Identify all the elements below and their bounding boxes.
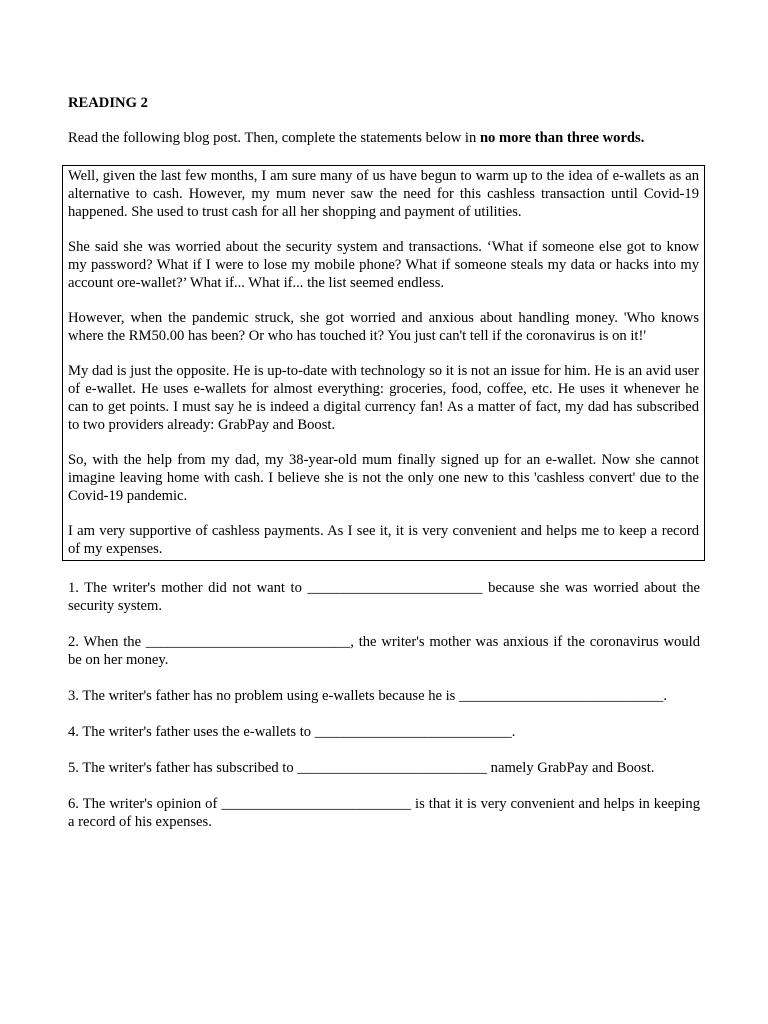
instruction-text [68, 129, 708, 147]
question-2: 2. When the ____________________________, the writer's mother was anxious if the coronavirus would be on her money. [68, 634, 700, 668]
blog-post-box [62, 165, 705, 561]
instruction-body: Read the following blog post. Then, complete the statements below in [68, 130, 480, 146]
passage-paragraph-2: She said she was worried about the security system and transactions. ‘What if someone else got to know my password? What if I were to lose my mobile phone? What if someone steals my data or hacks into my account ore-wallet?’ What if... What if... the list seemed endless. [68, 239, 699, 291]
passage-paragraph-1: Well, given the last few months, I am sure many of us have begun to warm up to the idea of e-wallets as an alternative to cash. However, my mum never saw the need for this cashless transaction until Covid-19 happened. She used to trust cash for all her shopping and payment of utilities. [68, 168, 699, 220]
instruction-emphasis: no more than three words. [479, 130, 645, 146]
passage-paragraph-5: So, with the help from my dad, my 38-year-old mum finally signed up for an e-wallet. Now she cannot imagine leaving home with cash. I believe she is not the only one new to this 'cashless convert' due to the Covid-19 pandemic. [68, 452, 699, 504]
passage-paragraph-6: I am very supportive of cashless payments. As I see it, it is very convenient and helps me to keep a record of my expenses. [68, 523, 699, 557]
passage-paragraph-3: However, when the pandemic struck, she got worried and anxious about handling money. 'Who knows where the RM50.00 has been? Or who has touched it? You just can't tell if the coronavirus is on it!' [68, 310, 699, 344]
question-4: 4. The writer's father uses the e-wallets to ___________________________. [68, 724, 516, 740]
question-5: 5. The writer's father has subscribed to __________________________ namely GrabPay and Boost. [68, 760, 655, 776]
question-3: 3. The writer's father has no problem using e-wallets because he is ____________________________. [68, 688, 667, 704]
question-1: 1. The writer's mother did not want to ________________________ because she was worried about the security system. [68, 580, 700, 614]
question-6: 6. The writer's opinion of __________________________ is that it is very convenient and helps in keeping a record of his expenses. [68, 796, 700, 830]
section-heading: READING 2 [68, 95, 148, 111]
passage-paragraph-4: My dad is just the opposite. He is up-to-date with technology so it is not an issue for him. He is an avid user of e-wallet. He uses e-wallets for almost everything: groceries, food, coffee, etc. He uses it whenever he can to get points. I must say he is indeed a digital currency fan! As a matter of fact, my dad has subscribed to two providers already: GrabPay and Boost. [68, 363, 699, 433]
question-list [68, 579, 700, 849]
